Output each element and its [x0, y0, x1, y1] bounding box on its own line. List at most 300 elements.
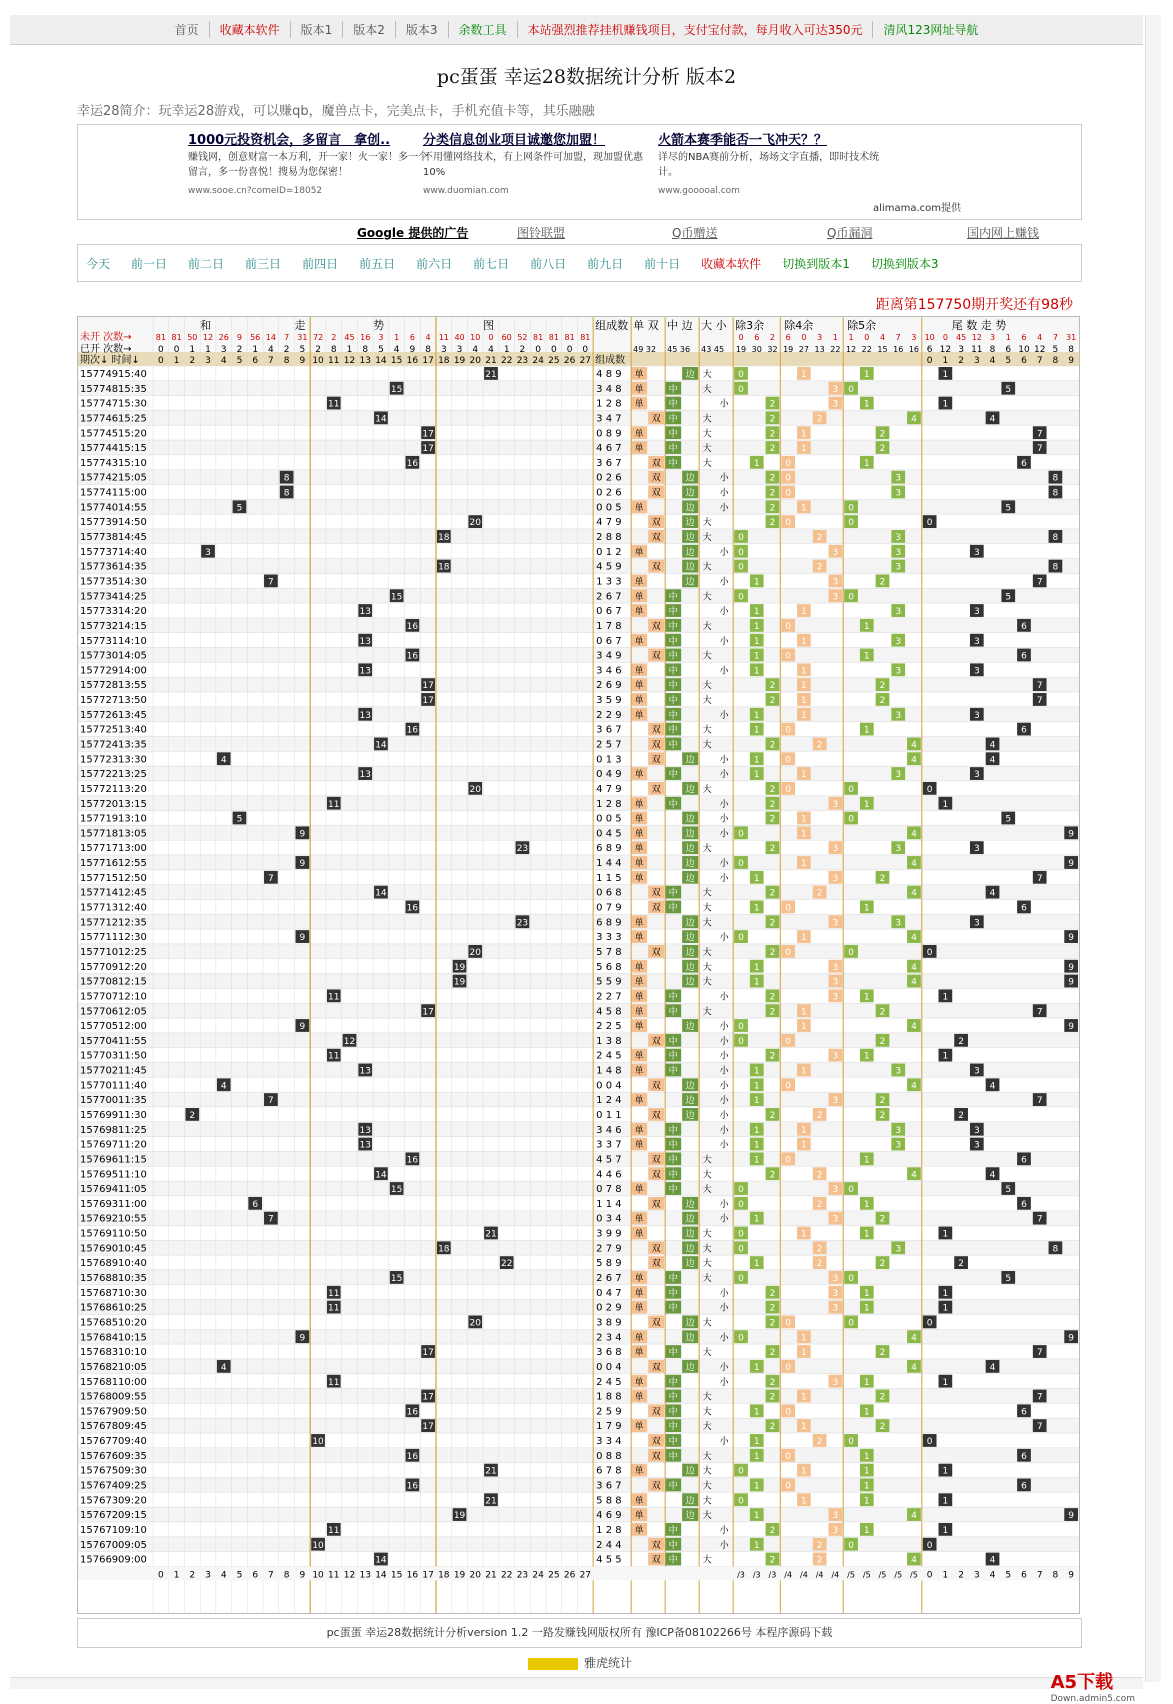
modulo-value: 2 [816, 562, 823, 573]
draw-time: 11:45 [118, 1065, 147, 1077]
modulo-value: 1 [753, 710, 760, 721]
big-small-value: 大 [702, 533, 712, 544]
sum-value: 13 [359, 636, 371, 647]
miss-count: 81 [155, 333, 166, 342]
mid-edge-value: 边 [685, 962, 695, 973]
modulo-value: 1 [801, 1496, 807, 1507]
big-small-value: 小 [719, 755, 729, 766]
table-row [78, 1418, 1080, 1433]
modulo-value: 0 [848, 1274, 854, 1285]
mid-edge-value: 边 [685, 533, 695, 544]
nav-link[interactable]: 余数工具 [449, 21, 518, 38]
modulo-value: 2 [769, 799, 776, 810]
composition: 5 6 8 [596, 961, 622, 973]
tail-column-label: 7 [1036, 1570, 1043, 1581]
odd-even-value: 单 [634, 547, 644, 558]
modulo-value: 1 [863, 370, 870, 380]
sum-value: 17 [422, 681, 434, 692]
hit-count: 0 [566, 345, 573, 355]
composition: 3 3 4 [596, 1436, 622, 1448]
section-heading: 和 [200, 319, 212, 332]
modulo-value: 0 [738, 1036, 744, 1047]
modulo-value: 2 [769, 473, 776, 484]
modulo-value: 0 [738, 1229, 744, 1240]
sum-column-label: 1 [173, 356, 180, 366]
big-small-value: 小 [719, 1096, 729, 1107]
modulo-value: 2 [879, 1111, 886, 1121]
top-navigation [10, 15, 1143, 45]
modulo-value: 1 [753, 725, 760, 736]
draw-number: 157677 [80, 1436, 119, 1448]
sum-value: 15 [390, 1274, 403, 1285]
sum-column-label: 8 [283, 1570, 290, 1581]
modulo-value: 0 [785, 1036, 792, 1047]
draw-time: 11:05 [118, 1184, 147, 1196]
mid-edge-value: 中 [668, 1407, 678, 1418]
tail-column-label: 7 [1036, 356, 1043, 366]
hit-count: 2 [519, 345, 526, 355]
draw-number: 157699 [80, 1110, 119, 1121]
day-link[interactable]: 前四日 [302, 256, 339, 271]
mid-edge-hit: 45 36 [667, 345, 691, 354]
draw-time: 14:40 [118, 546, 147, 558]
day-link[interactable]: 前六日 [416, 256, 453, 271]
modulo-value: 2 [769, 1111, 776, 1121]
nav-link[interactable]: 版本1 [291, 21, 344, 38]
section-heading: 势 [373, 319, 385, 332]
day-link[interactable]: 前八日 [530, 256, 567, 271]
draw-time: 14:10 [118, 635, 147, 647]
ad-url: www.duomian.com [423, 186, 509, 196]
odd-even-value: 单 [634, 1125, 644, 1136]
tail-hit: 11 [971, 345, 983, 355]
mid-edge-value: 中 [668, 1437, 678, 1448]
modulo-value: 0 [738, 547, 744, 558]
day-link[interactable]: 前二日 [188, 256, 225, 271]
tail-value: 6 [1021, 458, 1027, 469]
draw-time: 15:25 [118, 413, 147, 425]
composition: 1 2 8 [596, 398, 622, 410]
hit-count: 1 [503, 345, 510, 355]
modulo-value: 0 [785, 1362, 792, 1373]
tail-value: 4 [989, 1081, 996, 1092]
day-link[interactable]: 今天 [86, 256, 111, 271]
draw-time: 14:45 [118, 532, 147, 544]
modulo-value: 2 [879, 873, 886, 884]
sum-value: 4 [220, 1362, 227, 1373]
tail-value: 9 [1068, 962, 1075, 973]
tail-miss: 12 [971, 333, 982, 342]
table-row [78, 692, 1080, 707]
composition: 1 8 8 [596, 1391, 622, 1403]
miss-label: 未开 次数→ [80, 332, 132, 343]
mid-edge-value: 边 [685, 1259, 695, 1270]
modulo-value: 3 [832, 1377, 839, 1388]
big-small-value: 小 [719, 1288, 729, 1299]
modulo-value: 1 [801, 933, 807, 944]
tail-value: 6 [1021, 1407, 1027, 1418]
modulo-value: 3 [832, 592, 839, 603]
mid-edge-value: 中 [668, 1066, 678, 1077]
table-row [78, 974, 1080, 989]
big-small-value: 大 [702, 458, 712, 469]
tail-value: 7 [1036, 1348, 1043, 1359]
sum-column-label: 18 [438, 356, 450, 366]
draw-number: 157721 [80, 783, 119, 795]
mid-edge-value: 边 [685, 947, 695, 958]
ad-item[interactable] [658, 133, 898, 199]
tail-value: 3 [973, 547, 980, 558]
modulo-miss: 6 [754, 333, 760, 342]
tail-value: 6 [1021, 651, 1027, 662]
draw-time: 14:05 [118, 650, 147, 662]
table-row [78, 470, 1080, 485]
big-small-value: 小 [719, 399, 729, 410]
mid-edge-value: 边 [685, 873, 695, 884]
big-small-value: 小 [719, 859, 729, 870]
big-small-value: 小 [719, 1036, 729, 1047]
modulo-value: 3 [832, 873, 839, 884]
mid-edge-value: 中 [668, 888, 678, 899]
logo-subtext: Down.admin5.com [1050, 1694, 1135, 1704]
nav-link[interactable]: 收藏本软件 [210, 21, 291, 38]
ad-link-row [77, 224, 1082, 242]
odd-even-value: 双 [651, 518, 661, 529]
composition: 2 3 4 [596, 1332, 622, 1344]
draw-number: 157729 [80, 665, 119, 677]
sum-value: 11 [328, 399, 340, 410]
modulo-value: 3 [895, 1140, 902, 1151]
odd-even-value: 单 [634, 799, 644, 810]
composition: 0 2 6 [596, 472, 622, 484]
modulo-value: 1 [753, 903, 760, 914]
composition: 0 6 8 [596, 887, 622, 899]
draw-number: 157720 [80, 798, 119, 810]
draw-number: 157709 [80, 961, 119, 973]
sum-value: 5 [236, 503, 243, 514]
draw-number: 157730 [80, 650, 119, 662]
nav-link[interactable]: 本站强烈推荐挂机赚钱项目，支付宝付款，每月收入可达350元 [518, 21, 874, 38]
nav-link[interactable]: 清风123网址导航 [883, 23, 979, 37]
mid-edge-value: 边 [685, 1111, 695, 1121]
tail-miss: 10 [924, 333, 935, 342]
draw-time: 09:25 [118, 1480, 147, 1492]
tail-miss: 3 [989, 333, 996, 342]
modulo-value: 1 [753, 770, 760, 781]
modulo-value: 1 [801, 666, 807, 677]
big-small-value: 小 [719, 873, 729, 884]
vertical-scrollbar[interactable] [1145, 15, 1161, 1682]
big-small-value: 大 [702, 1407, 712, 1418]
day-link[interactable]: 切换到版本3 [870, 256, 939, 271]
hit-label: 已开 次数→ [80, 344, 132, 355]
mid-edge-value: 中 [668, 1140, 678, 1151]
tail-hit: 8 [989, 345, 996, 355]
miss-count: 0 [488, 333, 494, 342]
odd-even-value: 双 [651, 740, 661, 751]
sum-value: 16 [406, 725, 419, 736]
big-small-value: 小 [719, 799, 729, 810]
day-link[interactable]: 前五日 [359, 256, 396, 271]
composition: 4 4 6 [596, 1169, 622, 1181]
draw-time: 09:40 [118, 1436, 147, 1448]
modulo-value: 1 [753, 1214, 760, 1225]
draw-time: 09:10 [118, 1524, 147, 1536]
modulo-value: 1 [753, 962, 760, 973]
sum-column-label: 22 [500, 356, 513, 366]
table-row [78, 1033, 1080, 1048]
ad-item[interactable] [188, 133, 428, 199]
big-small-value: 大 [702, 1466, 712, 1477]
day-link[interactable]: 前七日 [473, 256, 510, 271]
draw-number: 157670 [80, 1539, 119, 1551]
modulo-value: 0 [848, 518, 854, 529]
draw-time: 13:55 [118, 680, 147, 692]
modulo-value: 1 [801, 1422, 807, 1433]
ad-headline[interactable]: 火箭本赛季能否一飞冲天？？ [658, 133, 828, 148]
sum-value: 9 [299, 1333, 306, 1344]
modulo-value: 3 [832, 799, 839, 810]
mid-edge-value: 边 [685, 844, 695, 855]
google-ads-label[interactable]: Google 提供的广告 [357, 226, 469, 240]
modulo-value: 3 [832, 1096, 839, 1107]
mid-edge-value: 中 [668, 710, 678, 721]
ad-link[interactable]: 图铃联盟 [517, 226, 566, 240]
modulo-value: 1 [753, 1481, 760, 1492]
sum-column-label: 3 [205, 356, 211, 366]
composition: 1 7 8 [596, 620, 622, 632]
ad-item[interactable] [423, 133, 663, 199]
mid-edge-value: 边 [685, 1318, 695, 1329]
draw-time: 12:10 [118, 991, 147, 1003]
table-row [78, 559, 1080, 574]
odd-even-value: 单 [634, 384, 644, 395]
big-small-value: 大 [702, 947, 712, 958]
tail-miss: 4 [1037, 333, 1043, 342]
draw-number: 157745 [80, 428, 119, 440]
nav-link[interactable]: 版本3 [396, 21, 449, 38]
odd-even-value: 单 [634, 1511, 644, 1522]
draw-time: 10:15 [118, 1332, 147, 1344]
draw-time: 12:15 [118, 976, 147, 988]
odd-even-value: 单 [634, 577, 644, 588]
mid-edge-value: 边 [685, 1096, 695, 1107]
draw-number: 157693 [80, 1198, 119, 1210]
modulo-miss: 3 [817, 333, 823, 342]
sum-column-label: 17 [422, 356, 434, 366]
sum-value: 10 [312, 1540, 324, 1551]
table-row [78, 633, 1080, 648]
draw-time: 15:15 [118, 443, 147, 455]
day-link[interactable]: 切换到版本1 [782, 256, 850, 271]
big-small-value: 小 [719, 814, 729, 825]
sum-column-label: 19 [453, 1570, 466, 1581]
modulo-value: 2 [879, 1096, 886, 1107]
big-small-value: 大 [702, 725, 712, 736]
composition: 3 3 3 [596, 932, 622, 944]
modulo-value: 1 [863, 651, 870, 662]
day-link[interactable]: 前十日 [644, 256, 681, 271]
ad-headline[interactable]: 1000元投资机会，多留言 拿创.. [188, 133, 391, 148]
modulo-value: 1 [863, 458, 870, 469]
draw-time: 10:50 [118, 1228, 147, 1240]
sum-column-label: 27 [579, 1570, 592, 1581]
modulo-value: 1 [801, 1066, 807, 1077]
mid-edge-value: 边 [685, 918, 695, 929]
modulo-value: 3 [832, 1525, 839, 1536]
big-small-value: 小 [719, 1111, 729, 1121]
modulo-value: 0 [848, 1185, 854, 1196]
modulo-miss: 1 [848, 333, 854, 342]
day-link[interactable]: 前三日 [245, 256, 282, 271]
composition: 0 4 5 [596, 828, 622, 840]
modulo-value: 3 [832, 992, 839, 1003]
miss-count: 81 [171, 333, 182, 342]
modulo-value: 2 [816, 533, 823, 544]
table-row [78, 1018, 1080, 1033]
odd-even-value: 单 [634, 444, 644, 455]
tail-value: 4 [989, 755, 996, 766]
table-row [78, 662, 1080, 677]
tail-miss: 0 [942, 333, 948, 342]
day-link[interactable]: 收藏本软件 [701, 256, 762, 271]
nav-link[interactable]: 版本2 [343, 21, 396, 38]
odd-even-value: 单 [634, 710, 644, 721]
draw-number: 157691 [80, 1228, 119, 1240]
modulo-hit: 22 [830, 345, 841, 354]
sum-value: 6 [252, 1199, 259, 1210]
sum-value: 14 [375, 414, 387, 425]
sum-column-label: 19 [453, 356, 466, 366]
modulo-value: 0 [848, 947, 854, 958]
sum-value: 13 [359, 666, 371, 677]
mid-edge-value: 中 [668, 429, 678, 440]
mid-edge-value: 边 [685, 547, 695, 558]
modulo-value: 1 [801, 1392, 807, 1403]
section-heading: 图 [483, 319, 495, 332]
ad-link[interactable]: Q币赠送 [672, 226, 718, 240]
composition: 4 5 9 [596, 561, 622, 573]
big-small-value: 小 [719, 1333, 729, 1344]
alimama-logo[interactable]: alimama.com提供 [873, 203, 961, 214]
mid-edge-value: 中 [668, 1377, 678, 1388]
modulo-hit: 30 [751, 345, 762, 354]
day-link[interactable]: 前一日 [131, 256, 168, 271]
sum-column-label: 13 [359, 1570, 371, 1581]
draw-time: 10:30 [118, 1287, 147, 1299]
odd-even-value: 单 [634, 370, 644, 380]
tail-value: 1 [942, 1377, 949, 1388]
modulo-value: 1 [863, 992, 870, 1003]
draw-number: 157743 [80, 457, 119, 469]
draw-time: 13:15 [118, 798, 147, 810]
draw-number: 157737 [80, 546, 119, 558]
section-heading: 走 [294, 319, 306, 332]
draw-number: 157705 [80, 1021, 119, 1033]
modulo-value: 4 [911, 859, 917, 870]
ad-url: www.gooooal.com [658, 186, 740, 196]
draw-number: 157688 [80, 1273, 119, 1285]
section-heading: 大 小 [701, 319, 727, 332]
sum-value: 19 [453, 1511, 466, 1522]
tail-column-label: 0 [926, 1570, 933, 1581]
table-row [78, 796, 1080, 811]
mid-edge-value: 边 [685, 755, 695, 766]
modulo-value: 2 [769, 429, 776, 440]
big-small-value: 大 [702, 1007, 712, 1018]
ad-link[interactable]: 国内网上赚钱 [967, 226, 1040, 240]
big-small-value: 大 [702, 592, 712, 603]
composition: 0 6 7 [596, 635, 622, 647]
odd-even-value: 双 [651, 1407, 661, 1418]
nav-link[interactable]: 首页 [165, 21, 210, 38]
odd-even-value: 双 [651, 1111, 661, 1121]
mid-edge-value: 中 [668, 903, 678, 914]
table-row [78, 1226, 1080, 1241]
composition: 0 8 9 [596, 428, 622, 440]
draw-number: 157673 [80, 1495, 119, 1507]
modulo-ratio: /4 [784, 1570, 793, 1580]
miss-count: 81 [564, 333, 575, 342]
page-title: pc蛋蛋 幸运28数据统计分析 版本2 [436, 66, 737, 88]
tail-value: 1 [942, 1051, 949, 1062]
countdown-text: 距离第157750期开奖还有98秒 [875, 297, 1073, 313]
section-heading: 除4余 [784, 319, 814, 332]
sum-value: 4 [220, 755, 227, 766]
modulo-ratio: /5 [910, 1570, 918, 1580]
sum-column-label: 8 [283, 356, 290, 366]
mid-edge-value: 边 [685, 1244, 695, 1255]
mid-edge-value: 边 [685, 1229, 695, 1240]
composition: 0 7 9 [596, 902, 622, 914]
draw-time: 15:00 [118, 487, 147, 499]
day-link[interactable]: 前九日 [587, 256, 624, 271]
odd-even-value: 单 [634, 1007, 644, 1018]
modulo-value: 1 [801, 1022, 807, 1033]
draw-number: 157724 [80, 739, 119, 751]
odd-even-value: 单 [634, 770, 644, 781]
mid-edge-value: 边 [685, 829, 695, 840]
ad-headline[interactable]: 分类信息创业项目诚邀您加盟！ [423, 133, 606, 148]
modulo-value: 2 [816, 1259, 823, 1270]
table-row [78, 825, 1080, 840]
ad-link[interactable]: Q币漏洞 [827, 226, 873, 240]
modulo-value: 1 [753, 1540, 760, 1551]
table-row [78, 1181, 1080, 1196]
modulo-value: 1 [801, 1348, 807, 1359]
odd-even-value: 单 [634, 1140, 644, 1151]
tail-value: 9 [1068, 859, 1075, 870]
composition: 1 7 9 [596, 1421, 622, 1433]
modulo-miss: 0 [801, 333, 807, 342]
big-small-value: 大 [702, 962, 712, 973]
tail-column-label: 8 [1052, 356, 1059, 366]
odd-even-value: 单 [634, 1303, 644, 1314]
tail-column-label: 2 [958, 356, 964, 366]
big-small-value: 小 [719, 1125, 729, 1136]
sum-value: 14 [375, 888, 387, 899]
big-small-value: 小 [719, 1199, 729, 1210]
table-row [78, 603, 1080, 618]
modulo-value: 1 [863, 1377, 870, 1388]
sum-value: 22 [500, 1259, 513, 1270]
horizontal-scrollbar[interactable] [10, 1677, 1143, 1689]
odd-even-value: 双 [651, 1437, 661, 1448]
stat-link[interactable] [528, 1654, 632, 1671]
composition: 0 4 7 [596, 1287, 622, 1299]
draw-number: 157689 [80, 1258, 119, 1270]
draw-time: 09:05 [118, 1539, 147, 1551]
